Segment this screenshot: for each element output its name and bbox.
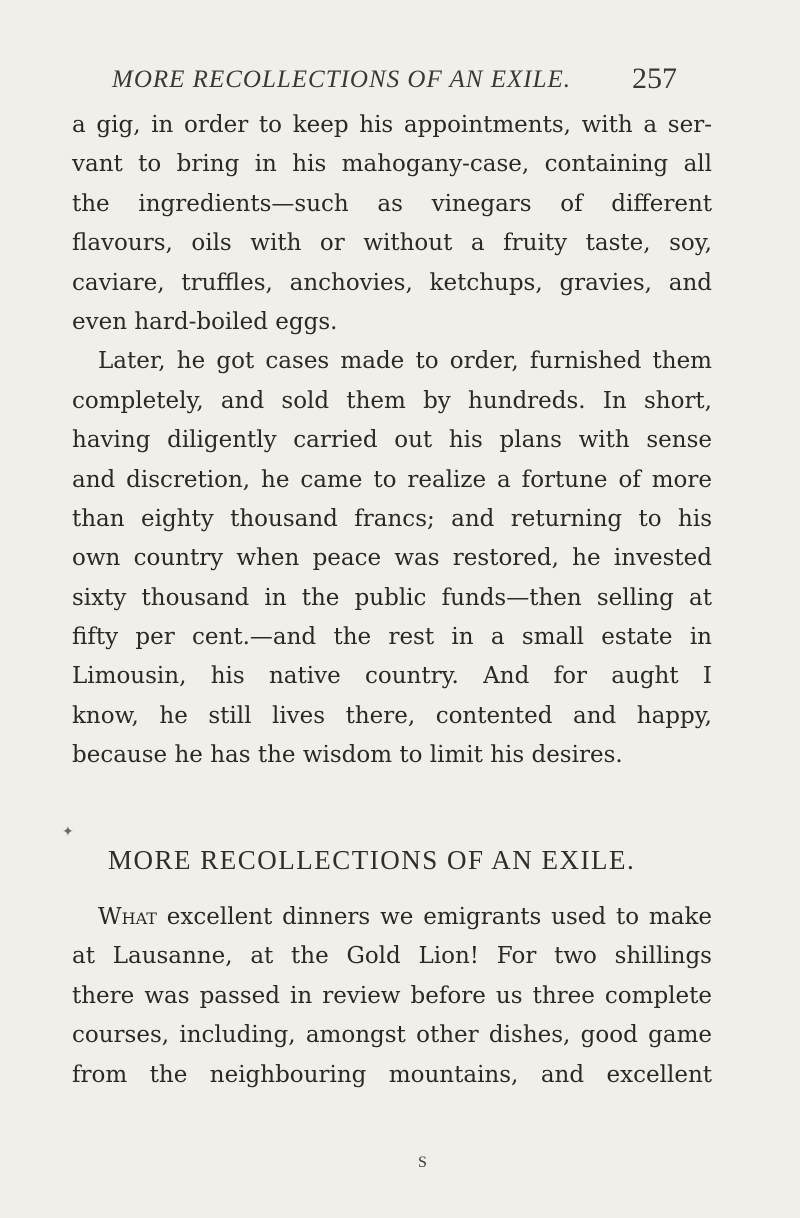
drop-word: What bbox=[98, 904, 157, 930]
text-line: the ingredients—such as vinegars of different bbox=[72, 190, 712, 217]
text-line: Later, he got cases made to order, furnished them bbox=[98, 348, 712, 375]
text-line: flavours, oils with or without a fruity taste, soy, bbox=[72, 230, 712, 257]
ink-speck: ✦ bbox=[62, 824, 74, 840]
text-line: caviare, truffles, anchovies, ketchups, gravies, and bbox=[72, 269, 712, 296]
text-line: a gig, in order to keep his appointments, with a ser- bbox=[72, 112, 712, 138]
text-line: even hard-boiled eggs. bbox=[72, 308, 338, 335]
page-number: 257 bbox=[632, 62, 677, 95]
text-line: because he has the wisdom to limit his desires. bbox=[72, 742, 623, 769]
text-line-rest: excellent dinners we emigrants used to make bbox=[156, 904, 712, 930]
body-text-top bbox=[72, 106, 712, 776]
text-line: vant to bring in his mahogany-case, containing all bbox=[72, 151, 712, 178]
text-line: own country when peace was restored, he invested bbox=[72, 545, 712, 572]
text-line: from the neighbouring mountains, and excellent bbox=[72, 1061, 712, 1088]
text-line: know, he still lives there, contented and happy, bbox=[72, 702, 712, 729]
text-line: at Lausanne, at the Gold Lion! For two shillings bbox=[72, 943, 712, 970]
text-line: fifty per cent.—and the rest in a small estate in bbox=[72, 624, 712, 651]
text-line: Limousin, his native country. And for aught I bbox=[72, 663, 712, 690]
running-head: MORE RECOLLECTIONS OF AN EXILE. bbox=[112, 66, 572, 93]
section-heading: MORE RECOLLECTIONS OF AN EXILE. bbox=[108, 845, 636, 875]
text-line: courses, including, amongst other dishes, good game bbox=[72, 1022, 712, 1049]
text-line: than eighty thousand francs; and returning to his bbox=[72, 505, 712, 532]
text-line: having diligently carried out his plans with sense bbox=[72, 427, 712, 454]
text-line: completely, and sold them by hundreds. In short, bbox=[72, 387, 712, 414]
body-text-bottom bbox=[72, 898, 712, 1095]
text-line bbox=[72, 898, 712, 937]
signature-mark: S bbox=[418, 1154, 427, 1171]
text-line: and discretion, he came to realize a fortune of more bbox=[72, 466, 712, 493]
text-line: there was passed in review before us three complete bbox=[72, 982, 712, 1009]
text-line: sixty thousand in the public funds—then selling at bbox=[72, 584, 712, 611]
